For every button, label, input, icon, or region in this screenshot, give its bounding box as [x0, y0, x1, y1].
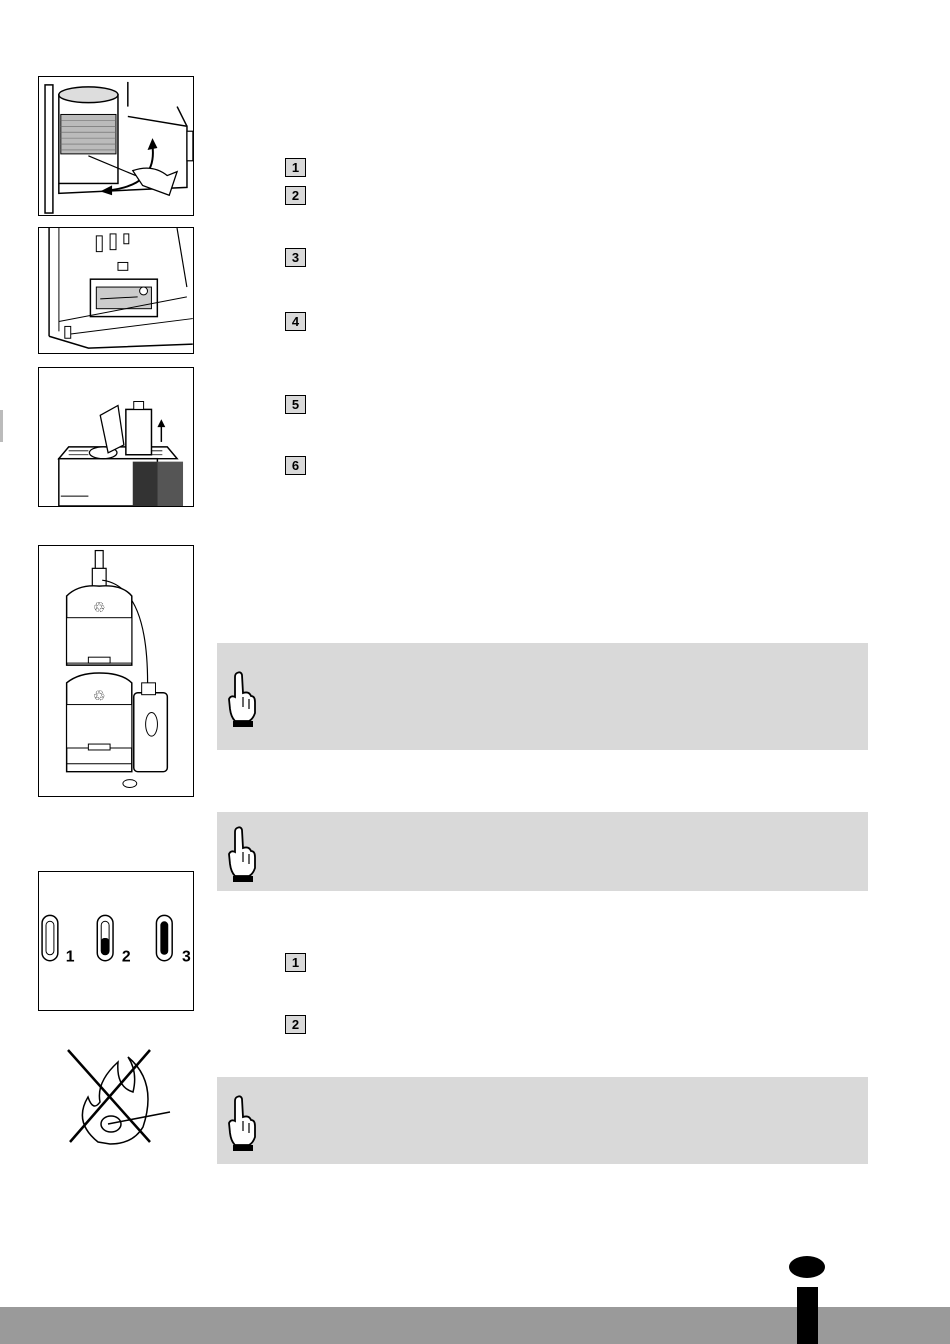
step-marker-b2: 2: [285, 1015, 306, 1034]
figure-fuel-gauge: [38, 871, 194, 1011]
fuel-gauge-illustration: [39, 872, 193, 1010]
step-marker-1: 1: [285, 158, 306, 177]
svg-text:♲: ♲: [93, 599, 106, 616]
note-box-2: [217, 812, 868, 891]
gauge-half: [97, 915, 113, 960]
figure-fuel-pump: [38, 545, 194, 797]
step-marker-6: 6: [285, 456, 306, 475]
step-marker-5: 5: [285, 395, 306, 414]
gauge-label-1: 1: [65, 948, 75, 966]
gauge-label-3: 3: [182, 948, 191, 966]
figure-heater-panel: [38, 227, 194, 354]
fuel-pump-illustration: [39, 546, 193, 796]
gauge-label-2: 2: [121, 948, 131, 966]
tank-removal-illustration: [39, 368, 193, 506]
step-marker-b1: 1: [285, 953, 306, 972]
figure-tank-removal: [38, 367, 194, 507]
no-open-flame-icon: [38, 1042, 194, 1152]
pointing-hand-icon: [223, 669, 259, 729]
pointing-hand-icon: [223, 1093, 259, 1153]
step-marker-3: 3: [285, 248, 306, 267]
step-marker-4: 4: [285, 312, 306, 331]
step-marker-2: 2: [285, 186, 306, 205]
figure-burner-lift: [38, 76, 194, 216]
heater-panel-illustration: [39, 228, 193, 353]
gauge-full: [156, 915, 172, 960]
note-box-1: [217, 643, 868, 750]
language-marker: I: [797, 1287, 818, 1344]
language-dot: [789, 1256, 825, 1278]
burner-lift-illustration: [39, 77, 193, 215]
note-box-3: [217, 1077, 868, 1164]
pointing-hand-icon: [223, 824, 259, 884]
gauge-empty: [42, 915, 58, 960]
margin-tick: [0, 410, 3, 442]
svg-text:♲: ♲: [93, 688, 106, 705]
